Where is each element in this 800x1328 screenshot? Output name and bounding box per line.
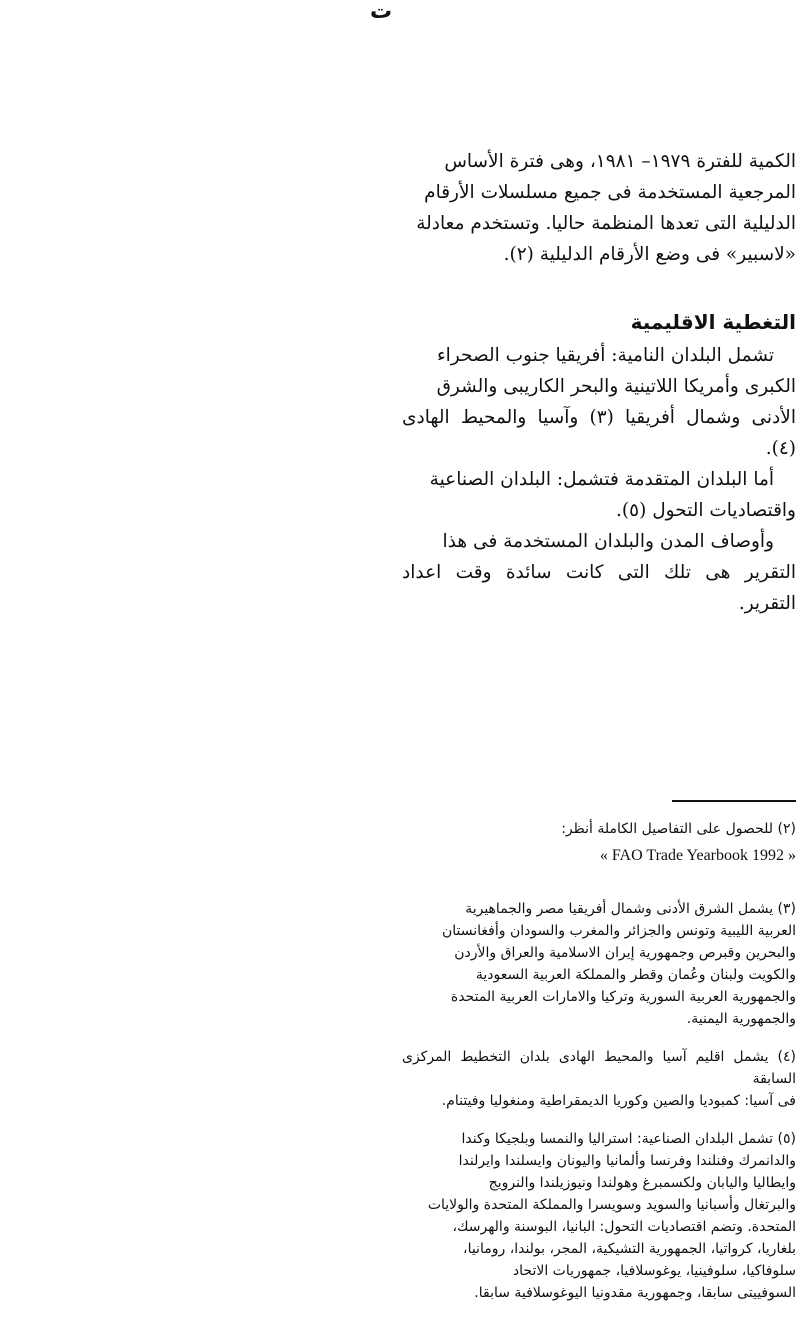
footnote-divider (672, 800, 796, 802)
intro-line: الدليلية التى تعدها المنظمة حاليا. وتستخدم معادلة (416, 213, 796, 234)
intro-paragraph (402, 146, 796, 270)
footnote-line: والجمهورية اليمنية. (686, 1011, 796, 1027)
footnote-line: فى آسيا: كمبوديا والصين وكوريا الديمقراطية ومنغوليا وفيتنام. (441, 1093, 796, 1109)
footnote-line: وايطاليا واليابان ولكسمبرغ وهولندا ونيوزيلندا والنرويج (488, 1175, 796, 1191)
footnote-reference: « FAO Trade Yearbook 1992 » (599, 847, 796, 864)
footnote-line: والجمهورية العربية السورية وتركيا والامارات العربية المتحدة (450, 989, 796, 1005)
footnote-line: (٤) يشمل اقليم آسيا والمحيط الهادى بلدان التخطيط المركزى السابقة (402, 1049, 796, 1087)
footnote-line: السوفييتى سابقا، وجمهورية مقدونيا اليوغوسلافية سابقا. (474, 1285, 796, 1301)
footnotes (402, 818, 796, 1304)
footnote-2 (402, 818, 796, 868)
footnote-line: (٣) يشمل الشرق الأدنى وشمال أفريقيا مصر والجماهيرية (465, 901, 796, 917)
footnote-line: والكويت ولبنان وعُمان وقطر والمملكة العربية السعودية (475, 967, 796, 983)
body-line: واقتصاديات التحول (٥). (616, 500, 796, 521)
body-line: الكبرى وأمريكا اللاتينية والبحر الكاريبى والشرق (436, 376, 796, 397)
footnote-4 (402, 1046, 796, 1112)
footnote-3 (402, 898, 796, 1030)
descriptions-paragraph (402, 526, 796, 619)
body-line: التقرير هى تلك التى كانت سائدة وقت اعداد التقرير. (402, 562, 796, 614)
main-text-column (402, 146, 796, 619)
body-line: وأوصاف المدن والبلدان المستخدمة فى هذا (442, 531, 774, 552)
footnote-line: والبحرين وقبرص وجمهورية إيران الاسلامية والعراق والأردن (454, 945, 796, 961)
section-heading: التغطية الاقليمية (630, 310, 796, 334)
intro-line: «لاسبير» فى وضع الأرقام الدليلية (٢). (503, 244, 796, 265)
body-line: الأدنى وشمال أفريقيا (٣) وآسيا والمحيط الهادى (٤). (402, 407, 796, 459)
developed-countries-paragraph (402, 464, 796, 526)
intro-line: المرجعية المستخدمة فى جميع مسلسلات الأرقام (424, 182, 796, 203)
footnote-line: سلوفاكيا، سلوفينيا، يوغوسلافيا، جمهوريات الاتحاد (512, 1263, 796, 1279)
footnote-line: (٥) تشمل البلدان الصناعية: استراليا والنمسا وبلجيكا وكندا (461, 1131, 796, 1147)
footnote-line: والبرتغال وأسبانيا والسويد وسويسرا والمملكة المتحدة والولايات (427, 1197, 796, 1213)
footnote-line: المتحدة. وتضم اقتصاديات التحول: البانيا، البوسنة والهرسك، (452, 1219, 796, 1235)
footnote-line: العربية الليبية وتونس والجزائر والمغرب والسودان وأفغانستان (442, 923, 796, 939)
body-line: تشمل البلدان النامية: أفريقيا جنوب الصحراء (436, 345, 774, 366)
footnote-5 (402, 1128, 796, 1304)
footnote-line: والدانمرك وفنلندا وفرنسا وألمانيا واليونان وايسلندا وايرلندا (458, 1153, 796, 1169)
footnote-line: بلغاريا، كرواتيا، الجمهورية التشيكية، المجر، بولندا، رومانيا، (463, 1241, 796, 1257)
developing-countries-paragraph (402, 340, 796, 464)
page-marker: ت (369, 0, 393, 24)
intro-line: الكمية للفترة ١٩٧٩– ١٩٨١، وهى فترة الأساس (444, 151, 796, 172)
footnote-line: (٢) للحصول على التفاصيل الكاملة أنظر: (561, 821, 796, 837)
body-line: أما البلدان المتقدمة فتشمل: البلدان الصناعية (429, 469, 774, 490)
